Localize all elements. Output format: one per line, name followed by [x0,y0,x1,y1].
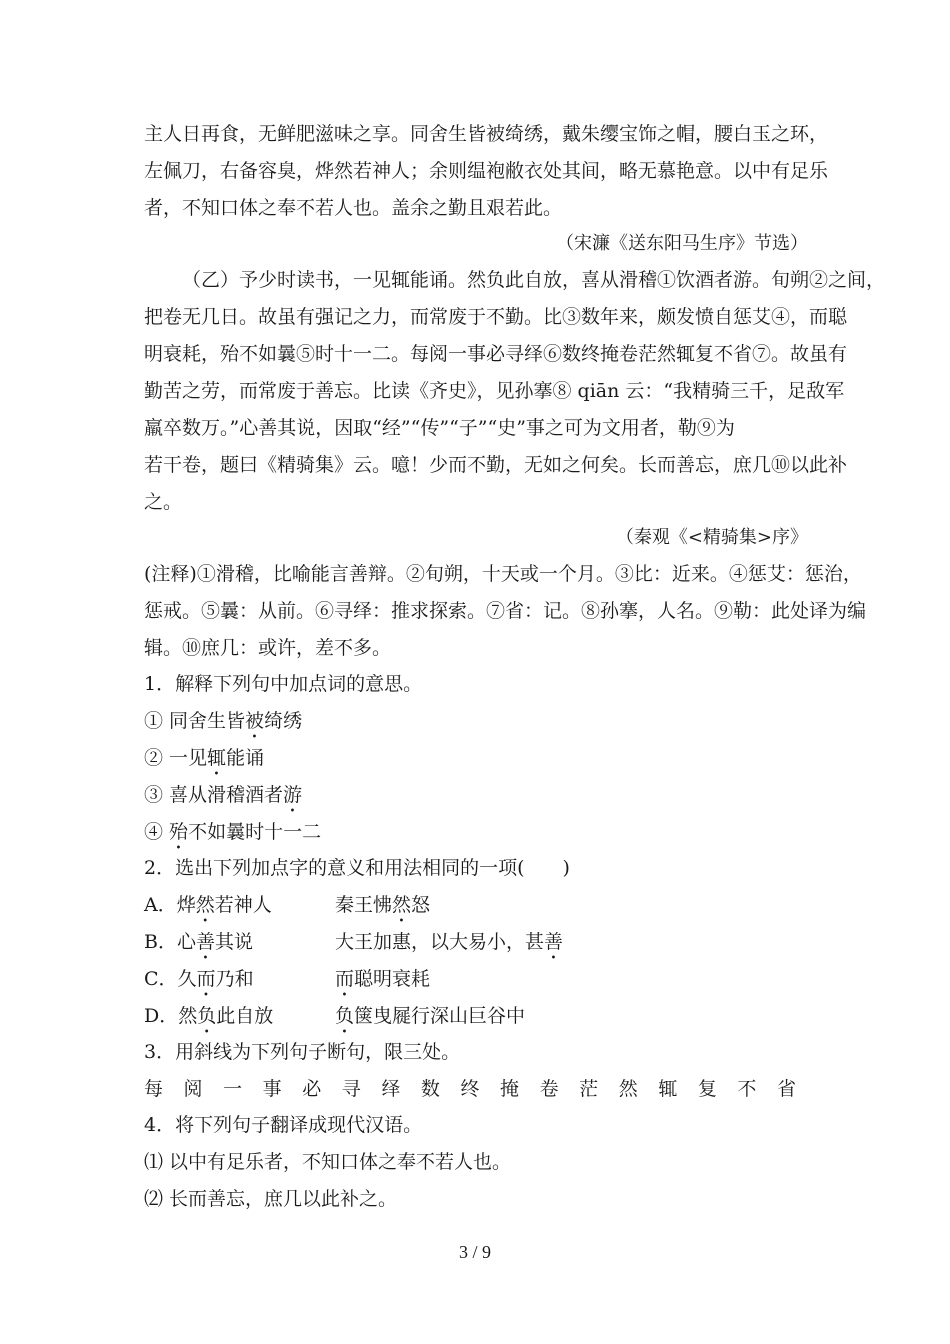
question-2-title: 2．选出下列加点字的意义和用法相同的一项( ) [144,857,570,879]
option-text: B．心 [144,931,196,953]
dotted-word: 负 [197,1005,217,1027]
option-text: 乃和 [215,968,254,990]
option-text: 聪明衰耗 [354,968,431,990]
question-4-title: 4．将下列句子翻译成现代汉语。 [144,1114,423,1136]
notes-line-1: (注释)①滑稽，比喻能言善辩。②旬朔，十天或一个月。③比：近来。④惩艾：惩治， [144,563,862,585]
item-text: ① 同舍生皆 [144,710,246,732]
dotted-word: 善 [544,931,564,953]
passage-b-line-1: （乙）予少时读书，一见辄能诵。然负此自放，喜从滑稽①饮酒者游。旬朔②之间， [182,269,886,291]
item-text: ③ 喜从滑稽酒者 [144,784,284,806]
dotted-word: 殆 [169,821,189,843]
question-1-title: 1．解释下列句中加点词的意思。 [144,673,423,695]
option-text: 秦王怫 [335,894,393,916]
question-4-item-1: ⑴ 以中有足乐者，不知口体之奉不若人也。 [144,1151,512,1173]
notes-line-3: 辑。⑩庶几：或许，差不多。 [144,637,392,659]
dotted-word: 然 [392,894,412,916]
passage-a-line-2: 左佩刀，右备容臭，烨然若神人；余则缊袍敝衣处其间，略无慕艳意。以中有足乐 [144,160,829,182]
passage-a-source: （宋濂《送东阳马生序》节选） [556,233,808,254]
passage-b-source: （秦观《<精骑集>序》 [615,527,808,548]
option-c-right [335,967,430,1001]
passage-a-line-3: 者，不知口体之奉不若人也。盖余之勤且艰若此。 [144,197,563,219]
option-text: A．烨 [144,894,196,916]
dotted-word: 而 [196,968,216,990]
dotted-word: 而 [335,968,355,990]
option-d-left [144,1004,324,1038]
option-text: 其说 [214,931,253,953]
question-4-item-2: ⑵ 长而善忘，庶几以此补之。 [144,1188,398,1210]
option-text: 箧曳屣行深山巨谷中 [354,1005,526,1027]
passage-b-line-4: 勤苦之劳，而常废于善忘。比读《齐史》，见孙搴⑧ qiān 云：“我精骑三千，足敌军 [144,380,845,402]
option-c-left [144,967,324,1001]
option-text: 怒 [411,894,431,916]
option-a-right [335,893,430,927]
item-text: ④ [144,821,170,843]
option-text: D．然 [144,1005,198,1027]
option-a-left [144,893,324,927]
option-text: 此自放 [216,1005,274,1027]
question-1-item-3 [144,783,810,817]
option-b-right [335,930,563,964]
question-1-item-2 [144,746,810,780]
option-b-left [144,930,324,964]
dotted-word: 然 [195,894,215,916]
item-text: ② 一见 [144,747,208,769]
option-text: 大王加惠，以大易小，甚 [335,931,545,953]
passage-b-line-2: 把卷无几日。故虽有强记之力，而常废于不勤。比③数年来，颇发愤自惩艾④，而聪 [144,306,848,328]
dotted-word: 善 [195,931,215,953]
passage-b-line-5: 羸卒数万。”心善其说，因取“经”“传”“子”“史”事之可为文用者，勒⑨为 [144,417,735,439]
passage-b-line-6: 若干卷，题曰《精骑集》云。噫！少而不勤，无如之何矣。长而善忘，庶几⑩以此补 [144,454,848,476]
item-text: 能诵 [226,747,265,769]
option-text: 若神人 [214,894,272,916]
question-1-item-1 [144,709,810,743]
question-3-sentence: 每 阅 一 事 必 寻 绎 数 终 掩 卷 茫 然 辄 复 不 省 [144,1078,796,1100]
item-text: 绮绣 [264,710,303,732]
dotted-word: 负 [335,1005,355,1027]
passage-b-line-3: 明衰耗，殆不如曩⑤时十一二。每阅一事必寻绎⑥数终掩卷茫然辄复不省⑦。故虽有 [144,343,848,365]
notes-line-2: 惩戒。⑤曩：从前。⑥寻绎：推求探索。⑦省：记。⑧孙搴，人名。⑨勒：此处译为编 [144,600,867,622]
page-number: 3 / 9 [458,1242,491,1262]
dotted-word: 游 [283,784,303,806]
option-text: C．久 [144,968,197,990]
question-1-item-4 [144,820,810,854]
dotted-word: 被 [245,710,265,732]
passage-a-line-1: 主人日再食，无鲜肥滋味之享。同舍生皆被绮绣，戴朱缨宝饰之帽，腰白玉之环， [144,123,829,145]
dotted-word: 辄 [207,747,227,769]
option-d-right [335,1004,525,1038]
passage-b-line-7: 之。 [144,491,183,513]
item-text: 不如曩时十一二 [188,821,322,843]
question-3-title: 3．用斜线为下列句子断句，限三处。 [144,1041,461,1063]
